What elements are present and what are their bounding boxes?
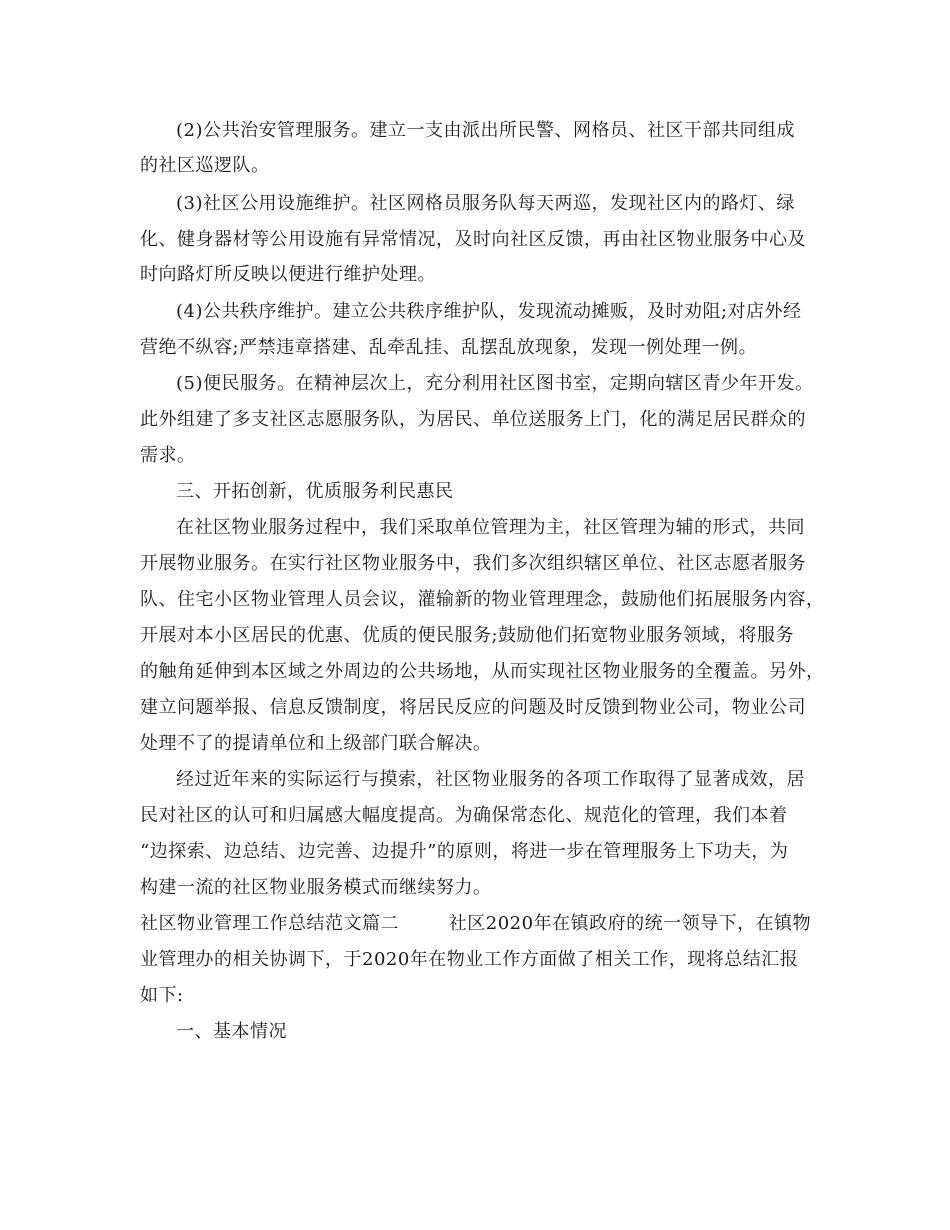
paragraph-line: 在社区物业服务过程中，我们采取单位管理为主，社区管理为辅的形式，共同 bbox=[176, 517, 805, 538]
paragraph-line: 的社区巡逻队。 bbox=[140, 155, 270, 176]
paragraph-line: 构建一流的社区物业服务模式而继续努力。 bbox=[140, 877, 492, 898]
paragraph-line: 如下: bbox=[140, 985, 184, 1006]
paragraph-line: 社区物业管理工作总结范文篇二 社区2020年在镇政府的统一领导下，在镇物 bbox=[140, 913, 812, 934]
paragraph-line: 建立问题举报、信息反馈制度，将居民反应的问题及时反馈到物业公司，物业公司 bbox=[140, 697, 806, 718]
paragraph-line: 经过近年来的实际运行与摸索，社区物业服务的各项工作取得了显著成效，居 bbox=[176, 769, 805, 790]
paragraph-line: 民对社区的认可和归属感大幅度提高。为确保常态化、规范化的管理，我们本着 bbox=[140, 805, 788, 826]
paragraph-line: 开展物业服务。在实行社区物业服务中，我们多次组织辖区单位、社区志愿者服务 bbox=[140, 553, 806, 574]
paragraph-line: (2)公共治安管理服务。建立一支由派出所民警、网格员、社区干部共同组成 bbox=[176, 120, 795, 141]
paragraph-line: (3)社区公用设施维护。社区网格员服务队每天两巡，发现社区内的路灯、绿 bbox=[176, 193, 795, 214]
paragraph-line: 业管理办的相关协调下，于2020年在物业工作方面做了相关工作，现将总结汇报 bbox=[140, 949, 799, 970]
paragraph-line: 营绝不纵容;严禁违章搭建、乱牵乱挂、乱摆乱放现象，发现一例处理一例。 bbox=[140, 337, 758, 358]
paragraph-line: 需求。 bbox=[140, 445, 196, 466]
paragraph-line: 时向路灯所反映以便进行维护处理。 bbox=[140, 264, 436, 285]
paragraph-line: “边探索、边总结、边完善、边提升”的原则，将进一步在管理服务上下功夫，为 bbox=[140, 841, 789, 862]
paragraph-line: 此外组建了多支社区志愿服务队，为居民、单位送服务上门，化的满足居民群众的 bbox=[140, 409, 806, 430]
section-heading: 三、开拓创新，优质服务利民惠民 bbox=[176, 481, 454, 502]
paragraph-line: 队、住宅小区物业管理人员会议，灌输新的物业管理理念，鼓励他们拓展服务内容， bbox=[140, 589, 825, 610]
paragraph-line: (4)公共秩序维护。建立公共秩序维护队，发现流动摊贩，及时劝阻;对店外经 bbox=[176, 301, 802, 322]
paragraph-line: 化、健身器材等公用设施有异常情况，及时向社区反馈，再由社区物业服务中心及 bbox=[140, 229, 806, 250]
paragraph-line: 的触角延伸到本区域之外周边的公共场地，从而实现社区物业服务的全覆盖。另外， bbox=[140, 661, 825, 682]
paragraph-line: (5)便民服务。在精神层次上，充分利用社区图书室，定期向辖区青少年开发。 bbox=[176, 373, 814, 394]
paragraph-line: 开展对本小区居民的优惠、优质的便民服务;鼓励他们拓宽物业服务领域，将服务 bbox=[140, 625, 795, 646]
section-heading: 一、基本情况 bbox=[176, 1021, 287, 1042]
paragraph-line: 处理不了的提请单位和上级部门联合解决。 bbox=[140, 733, 492, 754]
